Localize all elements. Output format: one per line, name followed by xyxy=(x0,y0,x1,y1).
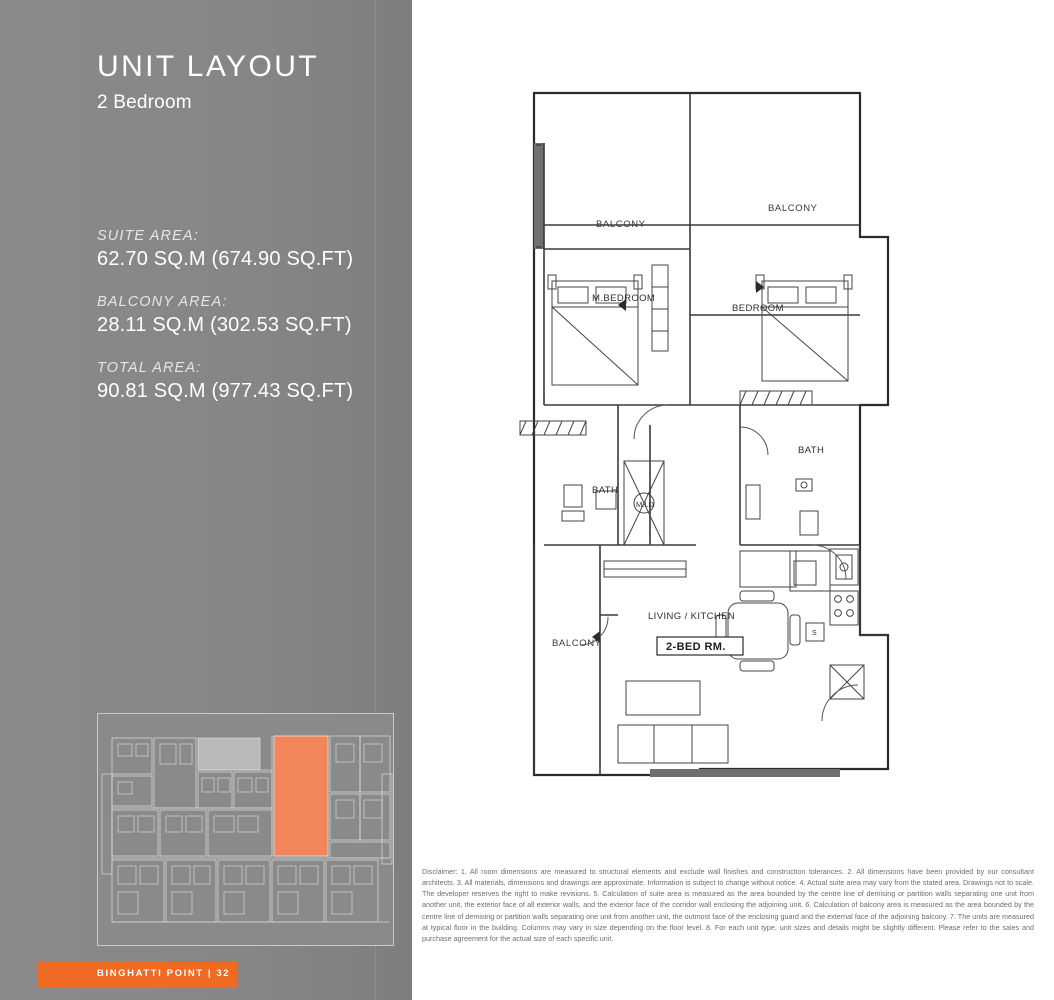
page-subtitle: 2 Bedroom xyxy=(97,92,192,113)
balcony-area-label: BALCONY AREA: xyxy=(97,294,228,310)
total-area-group xyxy=(97,360,407,403)
key-plan-drawing xyxy=(98,714,394,946)
label-living-kitchen: LIVING / KITCHEN xyxy=(648,611,736,622)
balcony-area-group xyxy=(97,294,407,337)
label-sink: S xyxy=(812,630,817,637)
suite-area-label: SUITE AREA: xyxy=(97,228,199,244)
unit-type-tag xyxy=(657,637,743,655)
left-info-panel xyxy=(0,0,412,1000)
label-mld: M.LD xyxy=(636,500,654,509)
title-block xyxy=(97,50,397,114)
suite-area-group xyxy=(97,228,407,271)
label-bedroom: BEDROOM xyxy=(732,303,784,314)
label-balcony-1: BALCONY xyxy=(596,219,646,230)
footer-brand-label: BINGHATTI POINT | 32 xyxy=(97,968,231,979)
label-bath-2: BATH xyxy=(798,445,825,456)
floor-plan xyxy=(500,75,920,805)
suite-area-value: 62.70 SQ.M (674.90 SQ.FT) xyxy=(97,248,354,270)
label-balcony-3: BALCONY xyxy=(552,638,602,649)
total-area-label: TOTAL AREA: xyxy=(97,360,202,376)
floor-plan-drawing xyxy=(500,75,920,805)
label-bath-1: BATH xyxy=(592,485,619,496)
label-master-bedroom: M.BEDROOM xyxy=(592,293,656,304)
page-title: UNIT LAYOUT xyxy=(97,50,319,83)
disclaimer-text: Disclaimer: 1. All room dimensions are measured to structural elements and exclude wall finishes and construction tolerances. 2. All dimensions have been provided by our consultant architects. 3. All materials, dimensions and drawings are approximate. Information is subject to change without notice. 4. Actual suite area may vary from the stated area. Drawings not to scale. The developer reserves the right to make revisions. 5. Calculation of suite area is measured as the area bounded by the centre line of demising or partition walls separating one unit from another unit, the exterior face of all exterior walls, and the exterior face of the corridor wall enclosing the adjoining unit. 6. Calculation of balcony area is measured as the area bounded by the centre line of demising or partition walls separating one unit from another unit, the outmost face of the enclosing guard and the external face of the adjoining balcony. 7. The units are measured at typical floor in the building. Columns may vary in size depending on the floor level. 8. For each unit type, unit sizes and details might be slightly different. Please refer to the sales and purchase agreement for the actual size of each specific unit. xyxy=(422,867,1034,943)
balcony-area-value: 28.11 SQ.M (302.53 SQ.FT) xyxy=(97,314,352,336)
svg-text:2-BED RM.: 2-BED RM. xyxy=(666,641,726,653)
total-area-value: 90.81 SQ.M (977.43 SQ.FT) xyxy=(97,380,354,402)
label-balcony-2: BALCONY xyxy=(768,203,818,214)
key-plan xyxy=(97,713,394,946)
